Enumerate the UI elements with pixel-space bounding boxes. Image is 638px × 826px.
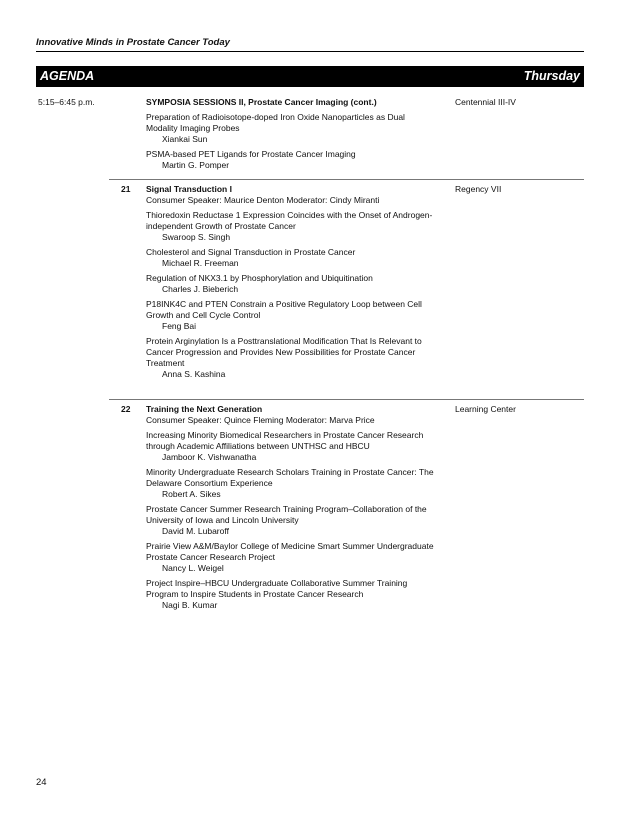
talk-title: Thioredoxin Reductase 1 Expression Coincides with the Onset of Androgen-independent Growth of Prostate Cancer bbox=[146, 210, 433, 231]
session-divider bbox=[109, 399, 584, 400]
session-title: Signal Transduction I bbox=[146, 184, 232, 194]
session-room: Learning Center bbox=[455, 404, 516, 414]
talk-presenter: Anna S. Kashina bbox=[162, 369, 226, 379]
talk-item bbox=[146, 273, 438, 295]
session-speakers: Consumer Speaker: Quince Fleming Moderator: Marva Price bbox=[146, 415, 375, 425]
session-training bbox=[146, 404, 438, 611]
talk-title: P18INK4C and PTEN Constrain a Positive Regulatory Loop between Cell Growth and Cell Cycle Control bbox=[146, 299, 422, 320]
agenda-bar bbox=[36, 66, 584, 87]
session-room: Centennial III-IV bbox=[455, 97, 516, 107]
talk-title: Prostate Cancer Summer Research Training Program–Collaboration of the University of Iowa and Lincoln University bbox=[146, 504, 427, 525]
talk-item bbox=[146, 247, 438, 269]
talk-item bbox=[146, 430, 438, 463]
talk-title: Preparation of Radioisotope-doped Iron Oxide Nanoparticles as Dual Modality Imaging Probes bbox=[146, 112, 405, 133]
session-room: Regency VII bbox=[455, 184, 502, 194]
talk-item bbox=[146, 210, 438, 243]
session-title: Training the Next Generation bbox=[146, 404, 263, 414]
day-label: Thursday bbox=[523, 69, 580, 83]
talk-title: Protein Arginylation Is a Posttranslational Modification That Is Relevant to Cancer Progression and Provides New Possibilities for Prostate Cancer Treatment bbox=[146, 336, 422, 368]
talk-title: Prairie View A&M/Baylor College of Medicine Smart Summer Undergraduate Prostate Cancer Research Project bbox=[146, 541, 434, 562]
talk-item bbox=[146, 149, 438, 171]
session-divider bbox=[109, 179, 584, 180]
talk-item bbox=[146, 578, 438, 611]
session-number: 22 bbox=[121, 404, 131, 414]
talk-title: Regulation of NKX3.1 by Phosphorylation and Ubiquitination bbox=[146, 273, 373, 283]
talk-presenter: Nancy L. Weigel bbox=[162, 563, 224, 573]
talk-title: Increasing Minority Biomedical Researchers in Prostate Cancer Research through Academic Affiliations between UNTHSC and HBCU bbox=[146, 430, 424, 451]
session-signal-transduction bbox=[146, 184, 438, 380]
talk-presenter: David M. Lubaroff bbox=[162, 526, 229, 536]
talk-title: PSMA-based PET Ligands for Prostate Cancer Imaging bbox=[146, 149, 356, 159]
talk-title: Cholesterol and Signal Transduction in Prostate Cancer bbox=[146, 247, 356, 257]
talk-presenter: Martin G. Pomper bbox=[162, 160, 230, 170]
talk-item bbox=[146, 467, 438, 500]
talk-presenter: Michael R. Freeman bbox=[162, 258, 239, 268]
talk-presenter: Nagi B. Kumar bbox=[162, 600, 218, 610]
talk-presenter: Swaroop S. Singh bbox=[162, 232, 231, 242]
talk-title: Project Inspire–HBCU Undergraduate Collaborative Summer Training Program to Inspire Students in Prostate Cancer Research bbox=[146, 578, 408, 599]
agenda-label: AGENDA bbox=[40, 69, 95, 83]
talk-item bbox=[146, 504, 438, 537]
talk-title: Minority Undergraduate Research Scholars Training in Prostate Cancer: The Delaware Consortium Experience bbox=[146, 467, 434, 488]
session-number: 21 bbox=[121, 184, 131, 194]
page-number: 24 bbox=[36, 777, 47, 788]
talk-presenter: Charles J. Bieberich bbox=[162, 284, 239, 294]
session-speakers: Consumer Speaker: Maurice Denton Moderator: Cindy Miranti bbox=[146, 195, 380, 205]
talk-presenter: Feng Bai bbox=[162, 321, 197, 331]
talk-item bbox=[146, 299, 438, 332]
talk-presenter: Robert A. Sikes bbox=[162, 489, 221, 499]
talk-item bbox=[146, 541, 438, 574]
session-symposia bbox=[146, 97, 438, 171]
publication-title: Innovative Minds in Prostate Cancer Today bbox=[36, 37, 230, 48]
header-divider bbox=[36, 51, 584, 52]
talk-item bbox=[146, 112, 438, 145]
session-title: SYMPOSIA SESSIONS II, Prostate Cancer Imaging (cont.) bbox=[146, 97, 377, 107]
talk-presenter: Xiankai Sun bbox=[162, 134, 208, 144]
talk-item bbox=[146, 336, 438, 380]
talk-presenter: Jamboor K. Vishwanatha bbox=[162, 452, 257, 462]
time-slot: 5:15–6:45 p.m. bbox=[38, 97, 95, 107]
